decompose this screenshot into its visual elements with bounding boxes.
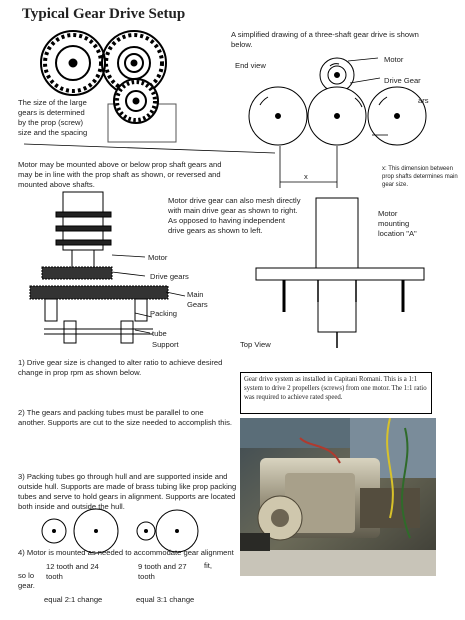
ratio-2-change: equal 3:1 change xyxy=(136,595,195,604)
photo-caption: Gear drive system as installed in Capitani Romani. This is a 1:1 system to drive 2 propellers (screws) from one motor. The 1:1 ratio was required to achieve rated speed. xyxy=(244,376,427,401)
end-view-drive-gear-label: Drive Gear xyxy=(384,76,421,85)
side-view-packing-label: Packing xyxy=(150,309,178,318)
page-title: Typical Gear Drive Setup xyxy=(22,6,186,22)
end-view-label: End view xyxy=(235,61,266,70)
ratio-2-teeth: 9 tooth and 27 tooth xyxy=(138,562,187,581)
note-4-tail-c: gear. xyxy=(18,581,35,590)
top-view-label: Top View xyxy=(240,340,271,349)
ratio-1-change: equal 2:1 change xyxy=(44,595,103,604)
note-4-tail-b: so lo xyxy=(18,571,35,580)
side-view-drive-gears-label: Drive gears xyxy=(150,272,189,281)
photo-caption-box xyxy=(240,372,432,414)
dimension-note: x: This dimension between prop shafts determines main gear size. xyxy=(382,166,458,188)
end-view-gears xyxy=(249,58,426,145)
side-view-drawing xyxy=(30,192,168,343)
note-4: 4) Motor is mounted as needed to accommodate gear alignment xyxy=(18,548,234,557)
dimension-x-label: x xyxy=(304,172,308,181)
note-1: 1) Drive gear size is changed to alter ratio to achieve desired change in prop rpm as shown below. xyxy=(18,358,223,377)
side-view-support-label: Support xyxy=(152,340,179,349)
mesh-note: Motor drive gear can also mesh directly with main drive gear as shown to right. As opposed to having independent drive gears as shown to left. xyxy=(168,196,301,235)
side-view-main-gears-label: Main Gears xyxy=(187,290,208,309)
note-3: 3) Packing tubes go through hull and are supported inside and outside hull. Supports are made of brass tubing like prop packing tubes and serve to hold gears in alignment. Supports are located both inside and outside the hull. xyxy=(18,472,237,511)
ratio-gears xyxy=(42,509,198,553)
side-view-motor-label: Motor xyxy=(148,253,168,262)
note-2: 2) The gears and packing tubes must be parallel to one another. Supports are cut to the size needed to accomplish this. xyxy=(18,408,233,427)
photo-illustration xyxy=(240,418,436,576)
intro-text: A simplified drawing of a three-shaft gear drive is shown below. xyxy=(231,30,419,49)
end-view-prop-gears-label: ars xyxy=(418,96,429,105)
gear-drive-photo xyxy=(240,418,436,576)
end-view-motor-label: Motor xyxy=(384,55,404,64)
motor-mount-note: Motor may be mounted above or below prop shaft gears and may be in line with the prop shaft as shown, or reversed and mounted above shafts. xyxy=(18,160,222,189)
note-4-tail-a: fit, xyxy=(204,561,213,570)
side-view-tube-label: tube xyxy=(152,329,167,338)
ratio-1-teeth: 12 tooth and 24 tooth xyxy=(46,562,99,581)
gear-size-note: The size of the large gears is determined by the prop (screw) size and the spacing xyxy=(18,98,88,137)
top-view-mount-label: Motor mounting location "A" xyxy=(378,209,417,238)
